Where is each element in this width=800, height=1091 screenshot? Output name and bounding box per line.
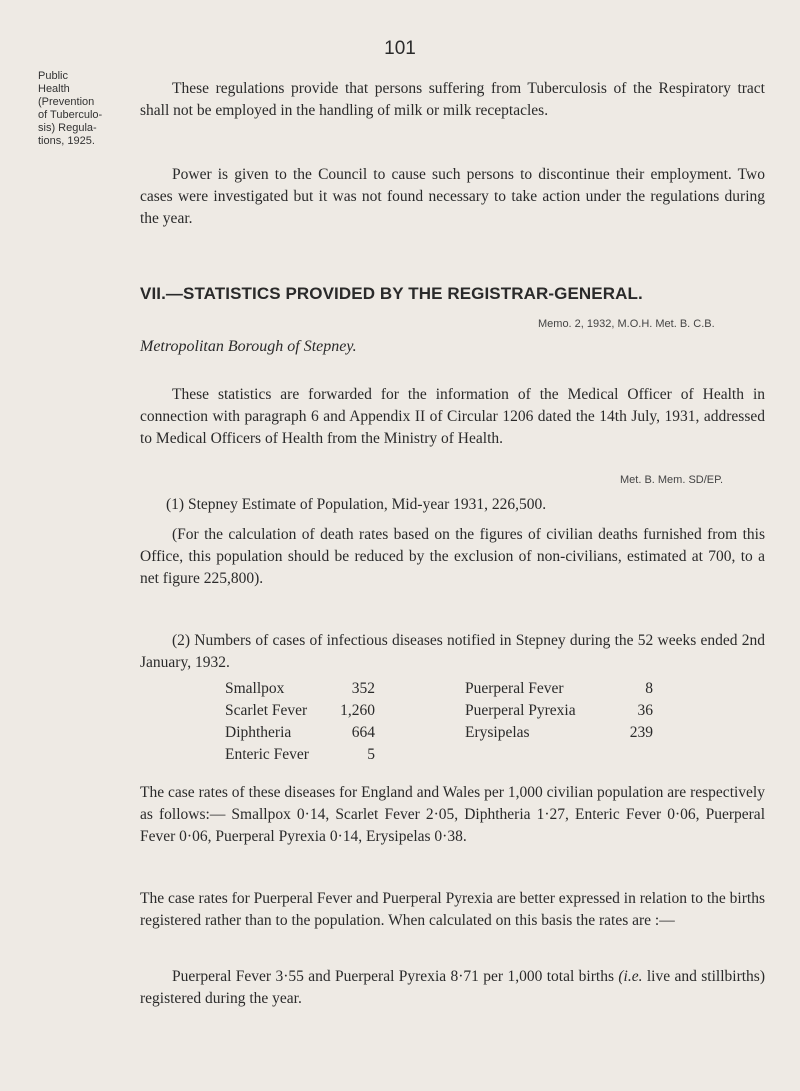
puerperal-rates-rest: live and stillbirths) registered during the year. xyxy=(140,968,765,1007)
margin-note-line: (Prevention xyxy=(38,96,95,108)
disease-count: 352 xyxy=(351,680,375,697)
disease-name: Erysipelas xyxy=(465,724,530,741)
population-note: (For the calculation of death rates based on the figures of civilian deaths furnished from this Office, this population should be reduced by the exclusion of non-civilians, estimated at 700, to a net figure 225,800). xyxy=(140,526,765,587)
disease-row xyxy=(225,678,375,700)
births-basis-paragraph: The case rates for Puerperal Fever and Puerperal Pyrexia are better expressed in relation to the births registered rather than to the population. When calculated on this basis the rates are :— xyxy=(140,890,765,929)
margin-note-line: tions, 1925. xyxy=(38,135,95,147)
disease-row xyxy=(225,744,375,766)
disease-count: 36 xyxy=(637,702,653,719)
disease-row xyxy=(465,700,653,722)
infectious-diseases-intro: (2) Numbers of cases of infectious diseases notified in Stepney during the 52 weeks ended 2nd January, 1932. xyxy=(140,632,765,671)
statistics-intro: These statistics are forwarded for the information of the Medical Officer of Health in connection with paragraph 6 and Appendix II of Circular 1206 dated the 14th July, 1931, addressed to Medical Officers of Health from the Ministry of Health. xyxy=(140,386,765,447)
margin-note-line: Health xyxy=(38,83,70,95)
margin-note-line: of Tuberculo- xyxy=(38,109,103,121)
disease-name: Scarlet Fever xyxy=(225,702,308,719)
disease-row xyxy=(225,722,375,744)
disease-row xyxy=(465,722,653,744)
regulations-paragraph: These regulations provide that persons suffering from Tuberculosis of the Respiratory tract shall not be employed in the handling of milk or milk receptacles. xyxy=(140,80,765,119)
case-rates-paragraph: The case rates of these diseases for England and Wales per 1,000 civilian population are respectively as follows:— Smallpox 0·14, Scarlet Fever 2·05, Diphtheria 1·27, Enteric Fever 0·06, Puerperal Fever 0·06, Puerperal Pyrexia 0·14, Erysipelas 0·38. xyxy=(140,784,765,845)
disease-table-left xyxy=(225,678,375,766)
disease-table-right xyxy=(465,678,653,744)
employment-paragraph: Power is given to the Council to cause such persons to discontinue their employment. Two cases were investigated but it was not found necessary to take action under the regulations during the year. xyxy=(140,166,765,227)
disease-name: Enteric Fever xyxy=(225,746,309,763)
met-reference: Met. B. Mem. SD/EP. xyxy=(620,474,724,486)
borough-title: Metropolitan Borough of Stepney. xyxy=(140,338,357,355)
puerperal-rates-paragraph xyxy=(140,966,765,1010)
section-heading: VII.—STATISTICS PROVIDED BY THE REGISTRAR-GENERAL. xyxy=(140,284,643,303)
disease-count: 1,260 xyxy=(340,702,375,719)
disease-count: 239 xyxy=(629,724,653,741)
page-number: 101 xyxy=(384,38,416,59)
disease-row xyxy=(465,678,653,700)
population-estimate: (1) Stepney Estimate of Population, Mid-year 1931, 226,500. xyxy=(166,496,547,513)
disease-count: 664 xyxy=(351,724,375,741)
ie-abbreviation: (i.e. xyxy=(618,968,643,985)
disease-count: 8 xyxy=(645,680,653,697)
disease-row xyxy=(225,700,375,722)
memo-reference: Memo. 2, 1932, M.O.H. Met. B. C.B. xyxy=(538,318,715,330)
puerperal-rates-main: Puerperal Fever 3·55 and Puerperal Pyrexia 8·71 per 1,000 total births xyxy=(172,968,614,985)
margin-note-line: sis) Regula- xyxy=(38,122,97,134)
disease-name: Puerperal Pyrexia xyxy=(465,702,576,719)
disease-name: Smallpox xyxy=(225,680,285,697)
disease-name: Diphtheria xyxy=(225,724,292,741)
disease-count: 5 xyxy=(367,746,375,763)
disease-name: Puerperal Fever xyxy=(465,680,564,697)
margin-note-line: Public xyxy=(38,70,68,82)
margin-note xyxy=(38,70,133,148)
